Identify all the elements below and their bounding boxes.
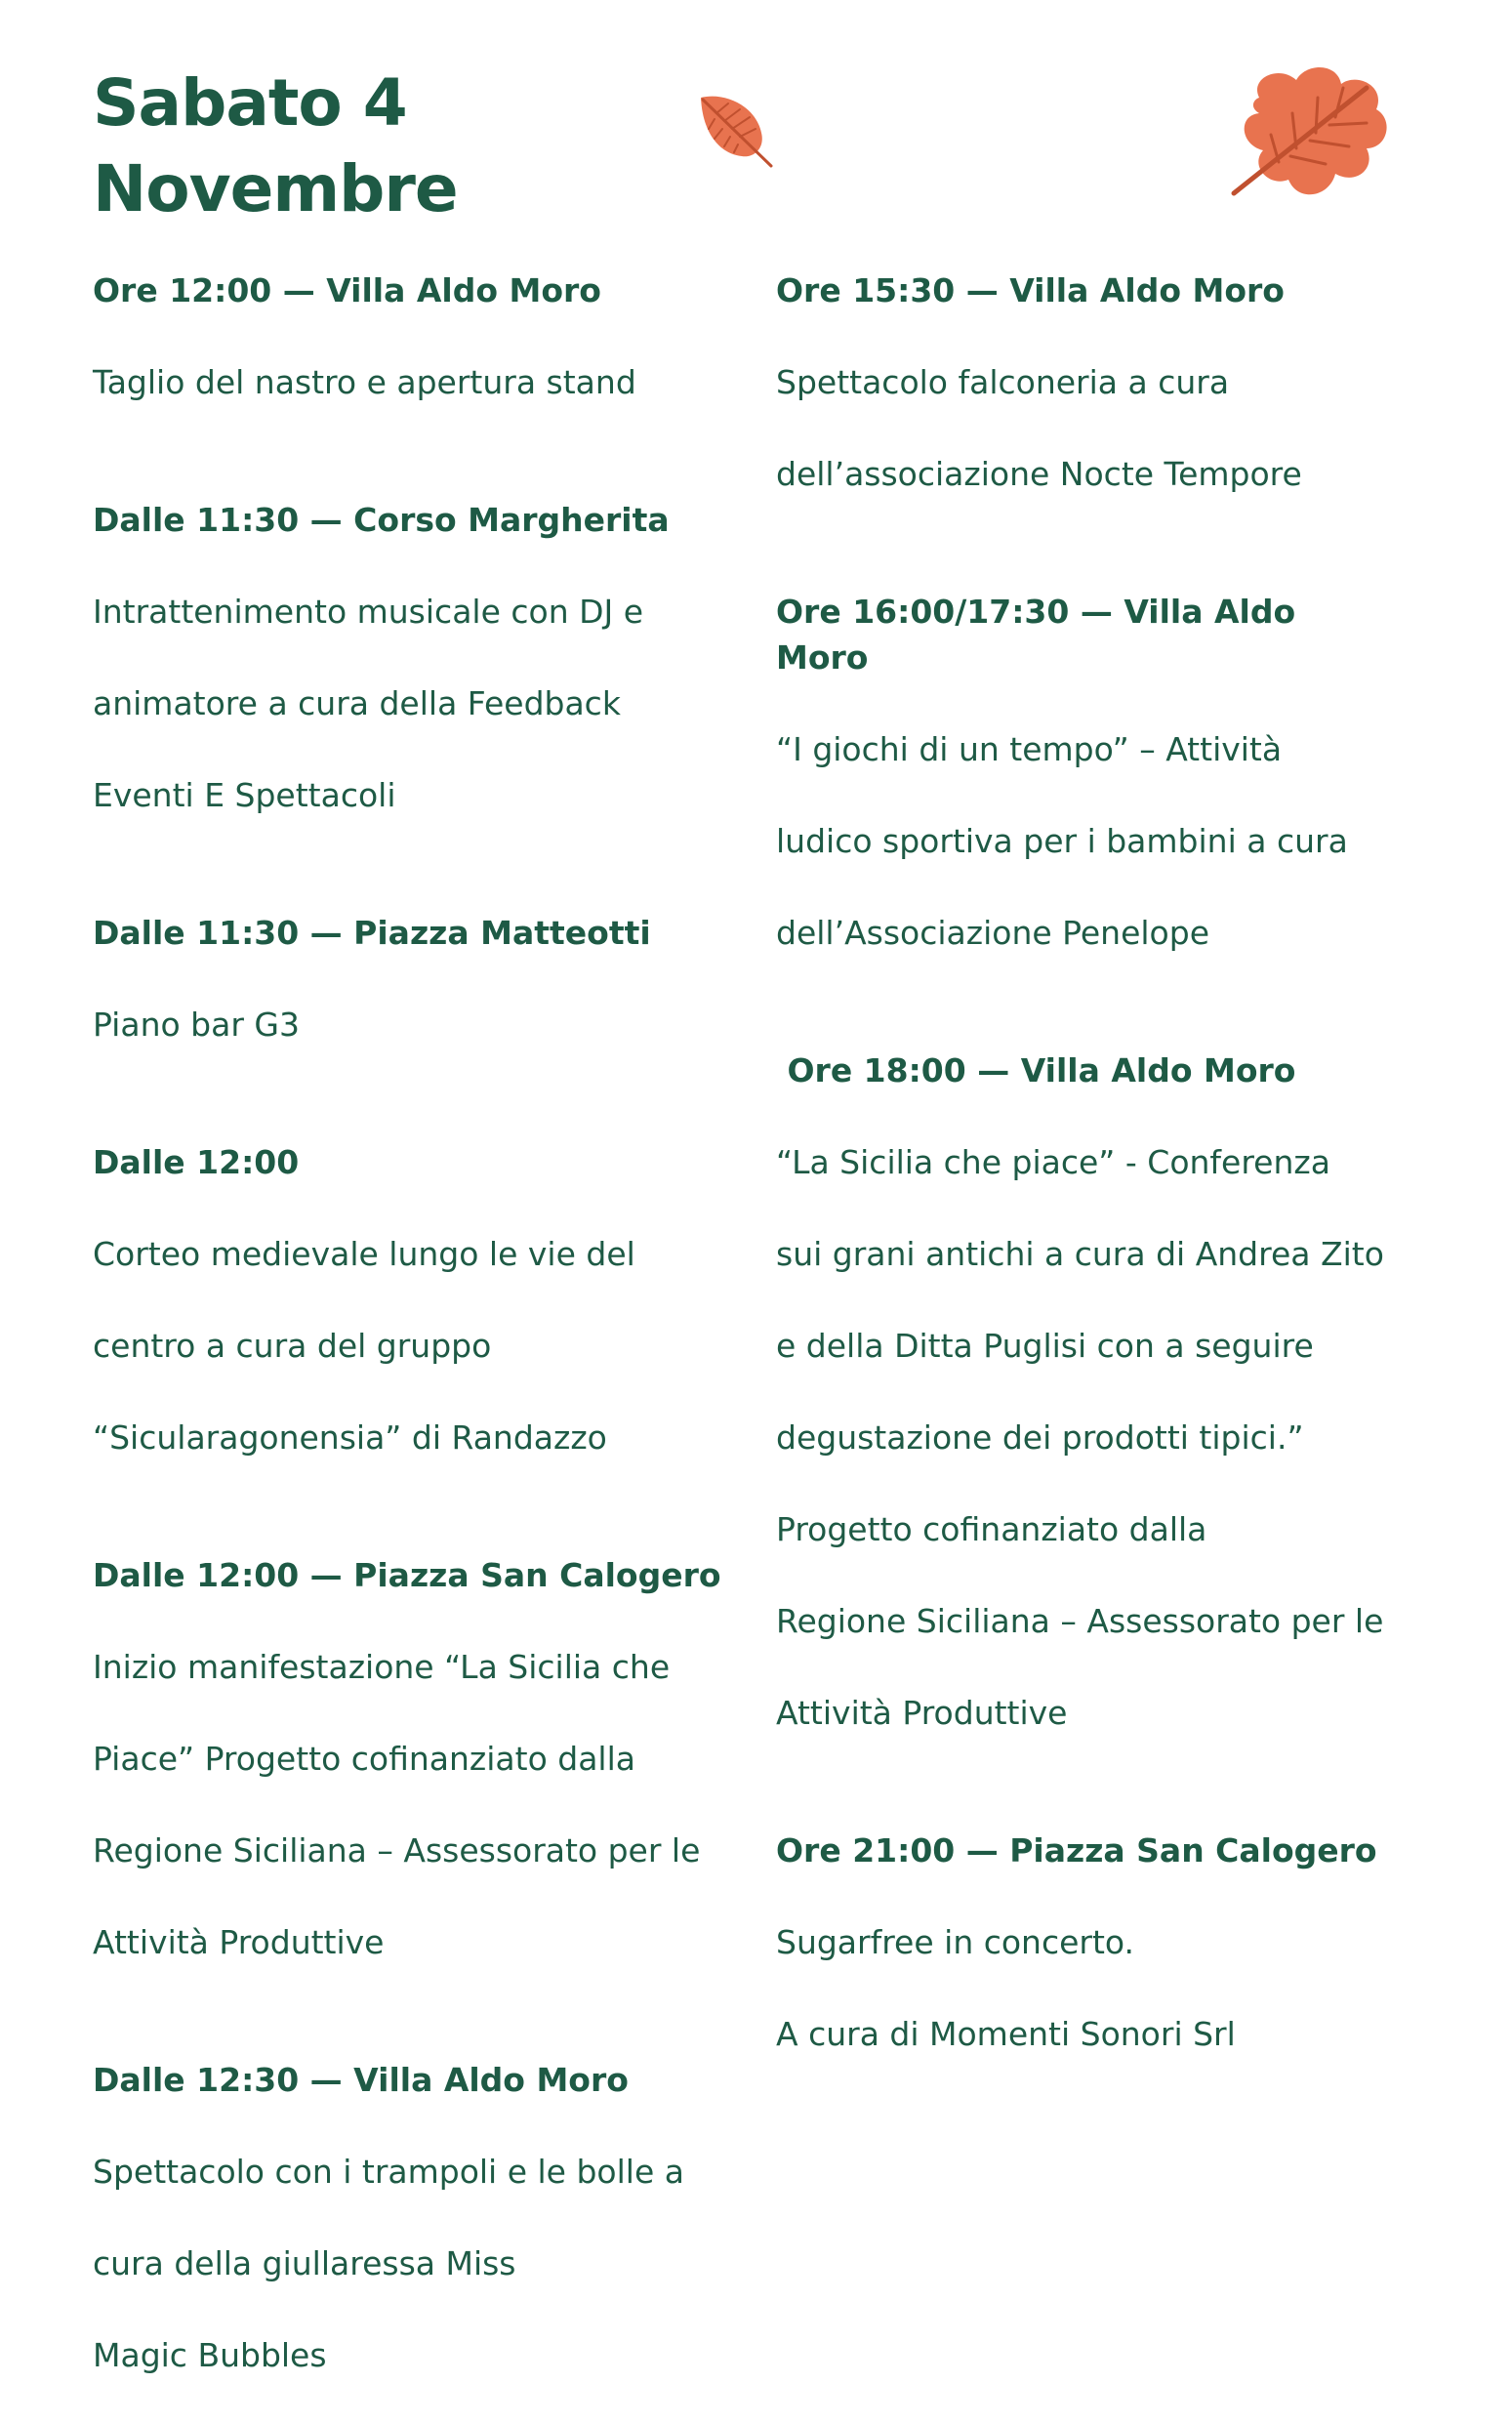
event-line: cura della giullaressa Miss	[93, 2244, 516, 2282]
event-line: Magic Bubbles	[93, 2336, 327, 2374]
event-line: Taglio del nastro e apertura stand	[93, 363, 636, 401]
event-description	[93, 956, 747, 1093]
event-heading: Dalle 12:30 — Villa Aldo Moro	[93, 2061, 629, 2099]
event-description	[776, 313, 1459, 543]
event-line: centro a cura del gruppo	[93, 1327, 492, 1365]
event-item	[776, 1048, 1459, 1782]
event-line: Piace” Progetto cofinanziato dalla	[93, 1740, 635, 1778]
event-line: ludico sportiva per i bambini a cura	[776, 822, 1348, 860]
event-heading: Dalle 12:00 — Piazza San Calogero	[93, 1556, 721, 1594]
event-line: Corteo medievale lungo le vie del	[93, 1235, 635, 1273]
right-column	[776, 267, 1459, 2103]
event-item	[776, 1828, 1459, 2103]
event-heading: Ore 12:00 — Villa Aldo Moro	[93, 271, 601, 309]
event-line: Intrattenimento musicale con DJ e	[93, 593, 644, 631]
event-line: “Sicularagonensia” di Randazzo	[93, 1418, 607, 1457]
event-line: dell’associazione Nocte Tempore	[776, 455, 1302, 493]
event-heading: Ore 18:00 — Villa Aldo Moro	[776, 1051, 1296, 1089]
event-line: Spettacolo con i trampoli e le bolle a	[93, 2153, 684, 2191]
event-line: Attività Produttive	[93, 1923, 385, 1961]
event-heading: Dalle 11:30 — Piazza Matteotti	[93, 914, 651, 952]
event-heading: Ore 21:00 — Piazza San Calogero	[776, 1831, 1377, 1869]
title-line-1: Sabato 4	[93, 65, 407, 141]
event-line: A cura di Momenti Sonori Srl	[776, 2015, 1236, 2053]
event-line: “La Sicilia che piace” - Conferenza	[776, 1143, 1330, 1181]
title-line-2: Novembre	[93, 151, 458, 226]
event-description	[93, 1185, 747, 1506]
event-item	[93, 910, 747, 1093]
event-line: Inizio manifestazione “La Sicilia che	[93, 1648, 671, 1686]
event-line: Progetto cofinanziato dalla	[776, 1510, 1207, 1548]
event-item	[93, 497, 747, 864]
event-item	[93, 1552, 747, 2011]
event-description	[93, 313, 747, 451]
event-line: e della Ditta Puglisi con a seguire	[776, 1327, 1314, 1365]
event-heading-continued: Moro	[776, 638, 869, 677]
event-item	[93, 2057, 747, 2424]
event-line: Sugarfree in concerto.	[776, 1923, 1135, 1961]
event-heading: Dalle 12:00	[93, 1143, 300, 1181]
event-line: sui grani antichi a cura di Andrea Zito	[776, 1235, 1384, 1273]
event-heading: Dalle 11:30 — Corso Margherita	[93, 501, 670, 539]
event-line: animatore a cura della Feedback	[93, 684, 621, 722]
event-description	[93, 1598, 747, 2011]
event-line: Attività Produttive	[776, 1694, 1068, 1732]
event-line: dell’Associazione Penelope	[776, 914, 1210, 952]
event-line: degustazione dei prodotti tipici.”	[776, 1418, 1304, 1457]
event-item	[93, 267, 747, 451]
event-line: Spettacolo falconeria a cura	[776, 363, 1230, 401]
event-description	[776, 1093, 1459, 1782]
left-column	[93, 267, 747, 2424]
event-item	[776, 589, 1459, 1002]
leaf-icon	[695, 90, 777, 174]
event-item	[776, 267, 1459, 543]
event-description	[93, 2103, 747, 2424]
event-line: Regione Siciliana – Assessorato per le	[93, 1831, 701, 1869]
event-line: Eventi E Spettacoli	[93, 776, 396, 814]
event-line: Regione Siciliana – Assessorato per le	[776, 1602, 1384, 1640]
event-heading: Ore 15:30 — Villa Aldo Moro	[776, 271, 1285, 309]
event-item	[93, 1139, 747, 1506]
oak-leaf-icon	[1220, 59, 1391, 203]
event-description	[776, 1873, 1459, 2103]
event-line: Piano bar G3	[93, 1006, 300, 1044]
event-heading: Ore 16:00/17:30 — Villa Aldo	[776, 593, 1296, 631]
event-line: “I giochi di un tempo” – Attività	[776, 730, 1283, 768]
event-description	[93, 543, 747, 864]
event-description	[776, 680, 1459, 1002]
page-title	[93, 61, 458, 232]
